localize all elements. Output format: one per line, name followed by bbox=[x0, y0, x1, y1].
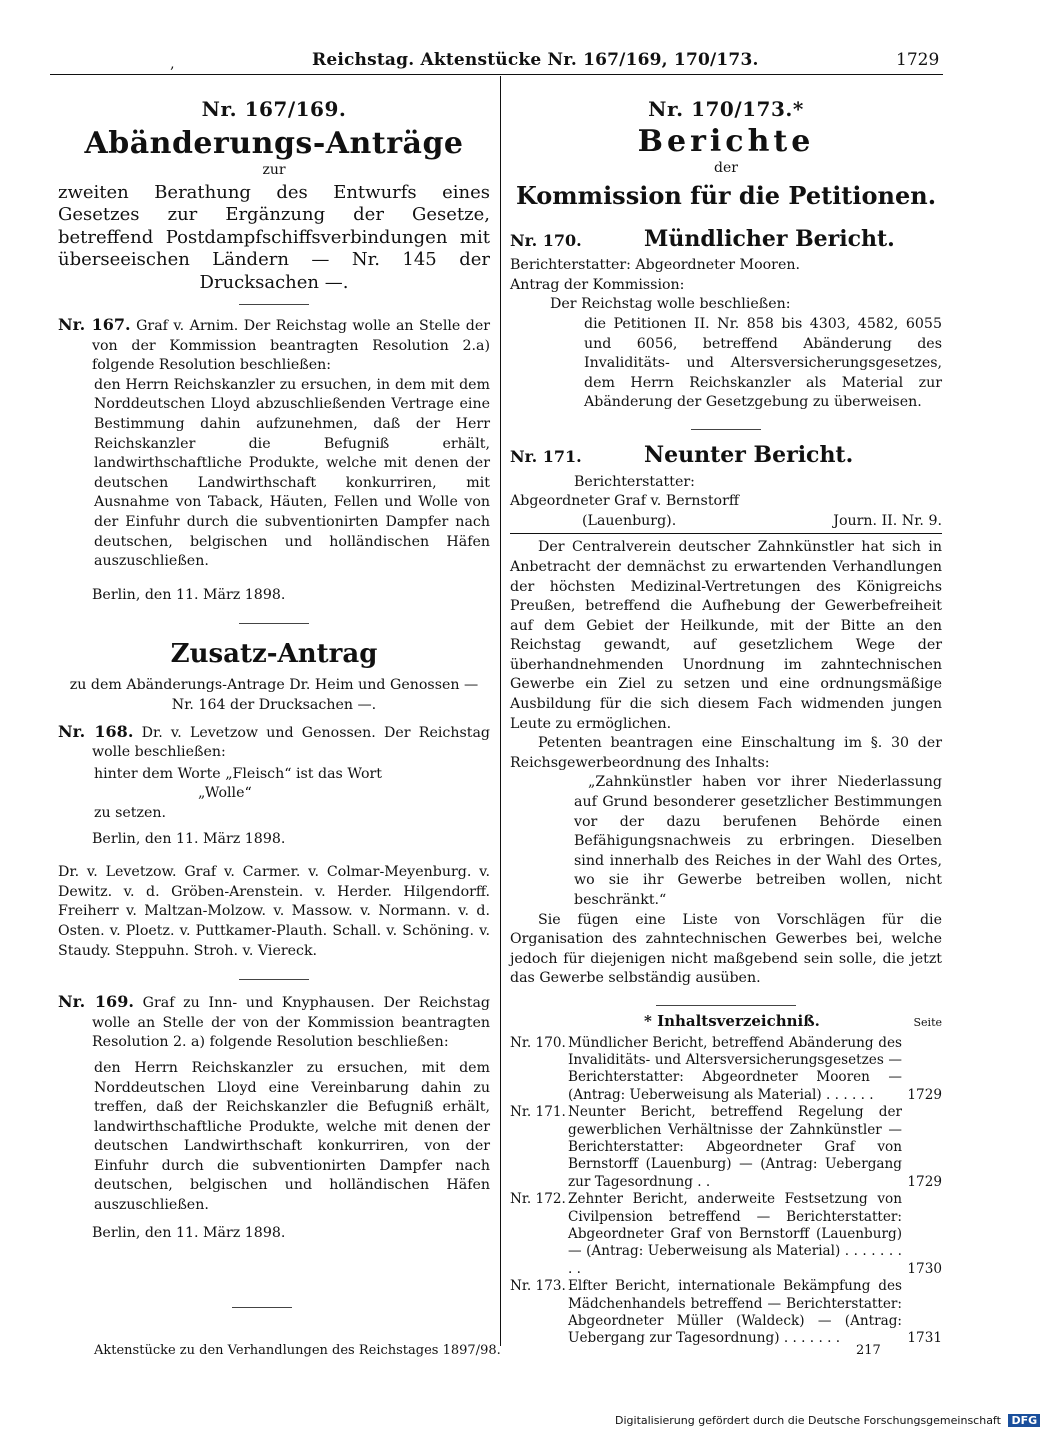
r171-p2: Petenten beantragen eine Einschaltung im §. 30 der Reichsgewerbeordnung des Inhalts: bbox=[510, 735, 942, 771]
antrag-167-body: den Herrn Reichskanzler zu ersuchen, in dem mit dem Norddeutschen Lloyd abzuschließenden Vertrage eine Bestimmung dahin aufzunehmen, daß der Herr Reichskanzler die Befugniß erhält, landwirthschaftliche Produkte, welche mit denen der deutschen Landwirthschaft konkurriren, mit Ausnahme von Taback, Häuten, Fellen und Wolle von der Einfuhr durch die subventionirten Dampfer nach deutschen, belgischen und holländischen Häfen auszuschließen. bbox=[94, 376, 490, 570]
left-nr-heading: Nr. 167/169. bbox=[201, 97, 347, 121]
toc-nr: Nr. 172. bbox=[510, 1191, 566, 1208]
toc-page: 1731 bbox=[907, 1330, 942, 1347]
left-short-rule-3 bbox=[239, 979, 309, 980]
toc-list bbox=[510, 1035, 942, 1348]
r171-reporter-name: Abgeordneter Graf v. Bernstorff bbox=[510, 493, 739, 510]
toc-text: Neunter Bericht, betreffend Regelung der gewerblichen Verhältnisse der Zahnkünstler — Berichterstatter: Abgeordneter Graf von Bernstorff (Lauenburg) — (Antrag: Uebergang zur Tagesordnung . . bbox=[568, 1104, 902, 1190]
r171-reporter-line bbox=[510, 512, 942, 535]
toc-rule bbox=[656, 1005, 796, 1006]
r170-body: die Petitionen II. Nr. 858 bis 4303, 4582, 6055 und 6056, betreffend Abänderung des Invaliditäts- und Altersversicherungsgesetzes, dem Herrn Reichskanzler als Material zur Abänderung der Gesetzgebung zu überweisen. bbox=[584, 315, 942, 411]
toc-nr: Nr. 171. bbox=[510, 1104, 566, 1121]
credit-line bbox=[615, 1414, 1040, 1427]
antrag-168 bbox=[58, 722, 490, 763]
header-rule bbox=[50, 74, 943, 75]
toc-row bbox=[510, 1104, 942, 1191]
r171-p1: Der Centralverein deutscher Zahnkünstler hat sich in Anbetracht der demnächst zu erwartenden Verhandlungen der höchsten Medizinal-Vertretungen des Königreichs Preußen, betreffend die Aufhebung der Gewerbefreiheit auf dem Gebiet der Heilkunde, mit der Bitte an den Reichstag gewandt, auf gesetzlichem Wege der überhandnehmenden Unordnung im zahntechnischen Gewerbe ein Ziel zu setzen und eine ordnungsmäßige Ausbildung für die sich diesem Fach widmenden jungen Leute zu ermöglichen. bbox=[510, 539, 942, 732]
nr-170: Nr. 170. bbox=[510, 230, 582, 250]
sheet-number: 217 bbox=[856, 1343, 881, 1358]
r170-beschl: Der Reichstag wolle beschließen: bbox=[550, 296, 791, 313]
right-short-rule-1 bbox=[691, 429, 761, 430]
antrag-168-date: Berlin, den 11. März 1898. bbox=[92, 830, 286, 847]
zusatz-sub: zu dem Abänderungs-Antrage Dr. Heim und Genossen — Nr. 164 der Drucksachen —. bbox=[69, 677, 479, 713]
r170-heading: Mündlicher Bericht. bbox=[644, 225, 895, 252]
toc-page: 1729 bbox=[907, 1086, 942, 1103]
column-divider bbox=[500, 76, 501, 1346]
left-subject: zweiten Berathung des Entwurfs eines Gesetzes zur Ergänzung der Gesetze, betreffend Postdampfschiffsverbindungen mit überseeischen Ländern — Nr. 145 der Drucksachen —. bbox=[58, 181, 490, 293]
antrag-169 bbox=[58, 992, 490, 1053]
toc-row bbox=[510, 1035, 942, 1105]
r170-reporter: Berichterstatter: Abgeordneter Mooren. bbox=[510, 257, 800, 274]
nr-167: Nr. 167. bbox=[58, 315, 131, 335]
left-short-rule-2 bbox=[239, 623, 309, 624]
antrag-167-intro: Graf v. Arnim. Der Reichstag wolle an Stelle der von der Kommission beantragten Resolution 2.a) folgende Resolution beschließen: bbox=[92, 318, 490, 374]
zusatz-title: Zusatz-Antrag bbox=[170, 639, 378, 670]
left-bottom-rule bbox=[232, 1307, 292, 1308]
nr-169: Nr. 169. bbox=[58, 992, 134, 1012]
right-title: Berichte bbox=[637, 123, 815, 159]
left-short-rule-1 bbox=[239, 304, 309, 305]
nr-168: Nr. 168. bbox=[58, 721, 134, 741]
antrag-169-intro: Graf zu Inn- und Knyphausen. Der Reichstag wolle an Stelle der von der Kommission beantragten Resolution 2. a) folgende Resolution beschließen: bbox=[92, 995, 490, 1051]
left-mark: ‚ bbox=[170, 56, 175, 72]
toc-row bbox=[510, 1191, 942, 1278]
r171-journal: Journ. II. Nr. 9. bbox=[833, 512, 942, 529]
left-zur: zur bbox=[262, 161, 286, 178]
r170-antrag: Antrag der Kommission: bbox=[510, 276, 685, 293]
antrag-168-line3: zu setzen. bbox=[94, 804, 167, 821]
toc-text: Zehnter Bericht, anderweite Festsetzung von Civilpension betreffend — Berichterstatter: Abgeordneter Graf von Bernstorff (Lauenburg) — (Antrag: Ueberweisung als Material) . . . . . . . . . bbox=[568, 1191, 902, 1277]
nr-171: Nr. 171. bbox=[510, 446, 582, 466]
r171-p3: Sie fügen eine Liste von Vorschlägen für die Organisation des zahntechnischen Gewerbes bei, welche jedoch für diejenigen nicht maßgebend sein solle, die jetzt das Gewerbe selbständig ausüben. bbox=[510, 911, 942, 987]
toc-row bbox=[510, 1278, 942, 1348]
toc-nr: Nr. 173. bbox=[510, 1278, 566, 1295]
left-footer: Aktenstücke zu den Verhandlungen des Reichstages 1897/98. bbox=[94, 1343, 501, 1358]
credit-text: Digitalisierung gefördert durch die Deutsche Forschungsgemeinschaft bbox=[615, 1414, 1001, 1427]
right-der: der bbox=[714, 159, 738, 176]
toc-head bbox=[510, 1012, 942, 1033]
toc-text: Mündlicher Bericht, betreffend Abänderung des Invaliditäts- und Altersversicherungsgesetzes — Berichterstatter: Abgeordneter Mooren — (Antrag: Ueberweisung als Material) . . . . . . bbox=[568, 1034, 902, 1103]
toc-page: 1730 bbox=[907, 1260, 942, 1277]
antrag-167 bbox=[58, 315, 490, 376]
antrag-168-intro: Dr. v. Levetzow und Genossen. Der Reichstag wolle beschließen: bbox=[92, 724, 490, 761]
credit-logo: DFG bbox=[1008, 1414, 1040, 1427]
antrag-168-signers: Dr. v. Levetzow. Graf v. Carmer. v. Colmar-Meyenburg. v. Dewitz. v. d. Gröben-Arenstein. v. Herder. Hilgendorff. Freiherr v. Maltzan-Molzow. v. Massow. v. Normann. v. d. Osten. v. Ploetz. v. Puttkamer-Plauth. Schall. v. Schöning. v. Staudy. Steppuhn. Stroh. v. Viereck. bbox=[58, 864, 490, 959]
right-subtitle: Kommission für die Petitionen. bbox=[515, 180, 937, 210]
antrag-168-line2: „Wolle“ bbox=[198, 785, 252, 802]
right-nr-heading: Nr. 170/173.* bbox=[648, 97, 804, 121]
toc-seite: Seite bbox=[913, 1015, 942, 1029]
r171-quote: „Zahnkünstler haben vor ihrer Niederlassung auf Grund besonderer gesetzlicher Bestimmungen vor der dazu berufenen Behörde einen Befähigungsnachweis zu erbringen. Dieselben sind innerhalb des Reiches in der Wahl des Ortes, wo sie ihr Gewerbe betreiben wollen, nicht beschränkt.“ bbox=[574, 774, 942, 908]
r171-reporter-label: Berichterstatter: bbox=[574, 473, 695, 490]
r171-heading: Neunter Bericht. bbox=[644, 441, 854, 468]
toc-nr: Nr. 170. bbox=[510, 1034, 566, 1051]
right-column bbox=[510, 97, 942, 1348]
antrag-168-line1: hinter dem Worte „Fleisch“ ist das Wort bbox=[94, 765, 382, 782]
running-title: Reichstag. Aktenstücke Nr. 167/169, 170/173. bbox=[312, 50, 759, 70]
toc-text: Elfter Bericht, internationale Bekämpfung des Mädchenhandels betreffend — Berichterstatter: Abgeordneter Müller (Waldeck) — (Antrag: Uebergang zur Tagesordnung) . . . . . . . bbox=[568, 1278, 902, 1347]
toc-title: * Inhaltsverzeichniß. bbox=[644, 1011, 820, 1030]
toc-page: 1729 bbox=[907, 1173, 942, 1190]
r170-head bbox=[510, 225, 942, 252]
r171-head bbox=[510, 441, 942, 468]
antrag-169-date: Berlin, den 11. März 1898. bbox=[92, 1224, 286, 1241]
page-number: 1729 bbox=[896, 50, 940, 70]
antrag-167-date: Berlin, den 11. März 1898. bbox=[92, 586, 286, 603]
left-title: Abänderungs-Anträge bbox=[84, 125, 464, 161]
r171-reporter-place: (Lauenburg). bbox=[582, 512, 677, 529]
left-column bbox=[58, 97, 490, 1243]
antrag-169-body: den Herrn Reichskanzler zu ersuchen, mit dem Norddeutschen Lloyd eine Vereinbarung dahin zu treffen, daß der Reichskanzler die Befugniß erhält, landwirthschaftliche Produkte, welche mit denen der deutschen Landwirthschaft konkurriren, von der Einfuhr durch die subventionirten Dampfer nach deutschen, belgischen und holländischen Häfen auszuschließen. bbox=[94, 1059, 490, 1214]
